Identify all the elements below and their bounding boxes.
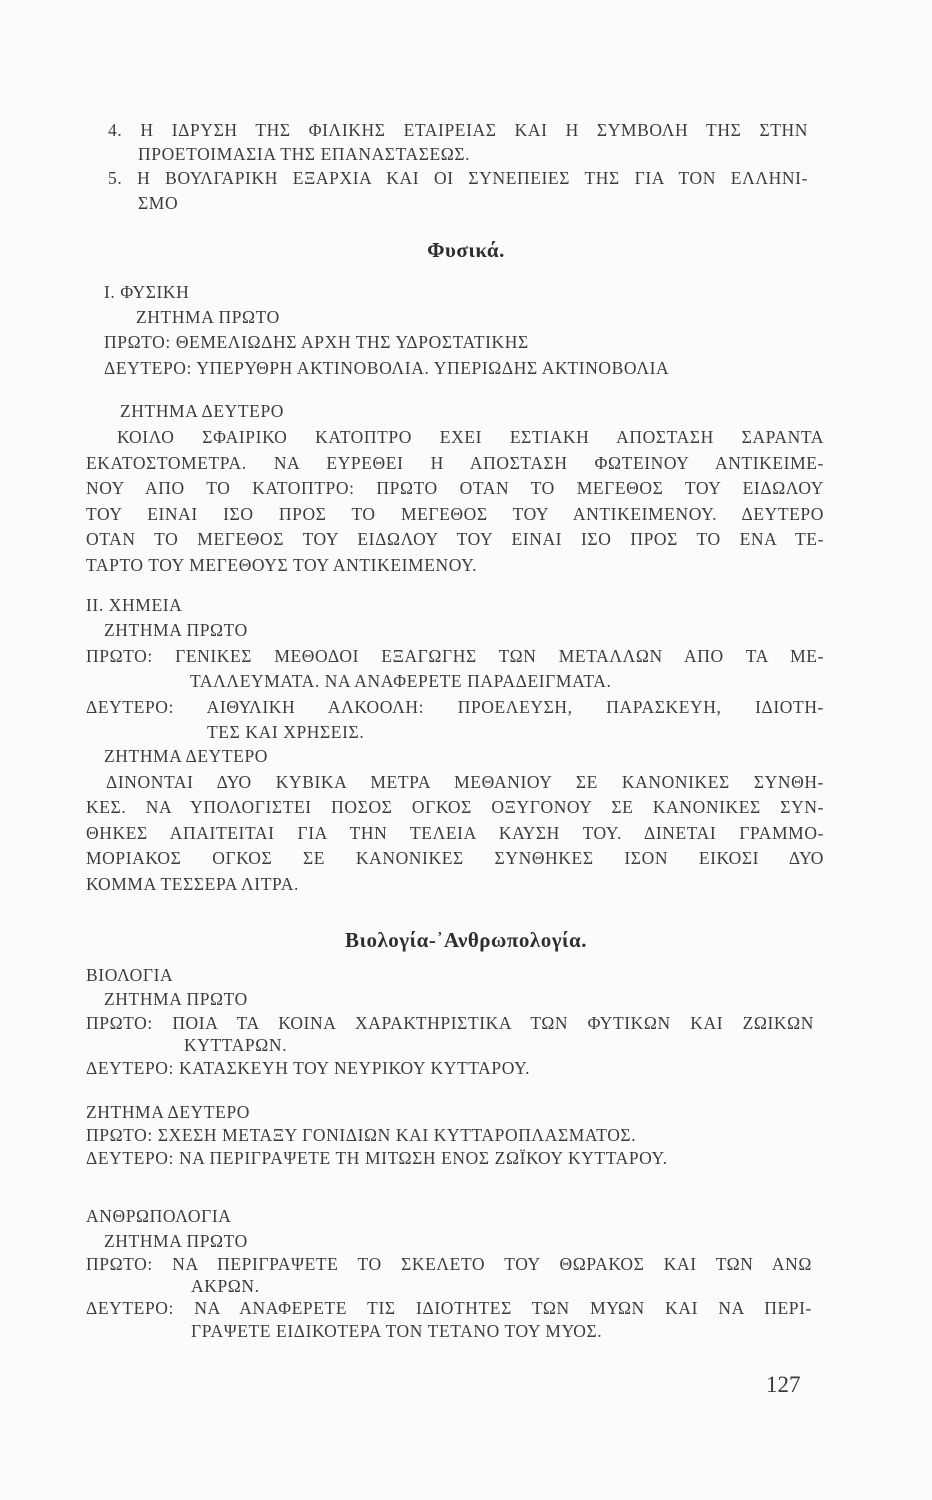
biology-q2-second: ΔΕΥΤΕΡΟ: ΝΑ ΠΕΡΙΓΡΑΨΕΤΕ ΤΗ ΜΙΤΩΣΗ ΕΝΟΣ ΖΩΪΚΟΥ ΚΥΤΤΑΡΟΥ.: [86, 1148, 668, 1168]
chemistry-q1-second-line-1: ΔΕΥΤΕΡΟ: ΑΙΘΥΛΙΚΗ ΑΛΚΟΟΛΗ: ΠΡΟΕΛΕΥΣΗ, ΠΑΡΑΣΚΕΥΗ, ΙΔΙΟΤΗ-: [86, 697, 824, 717]
physics-q2-line-6: ΤΑΡΤΟ ΤΟΥ ΜΕΓΕΘΟΥΣ ΤΟΥ ΑΝΤΙΚΕΙΜΕΝΟΥ.: [86, 555, 478, 575]
anthropology-q1-first-line-1: ΠΡΩΤΟ: ΝΑ ΠΕΡΙΓΡΑΨΕΤΕ ΤΟ ΣΚΕΛΕΤΟ ΤΟΥ ΘΩΡΑΚΟΣ ΚΑΙ ΤΩΝ ΑΝΩ: [86, 1254, 812, 1274]
history-item-5-line-2: ΣΜΟ: [138, 193, 179, 213]
chemistry-q1-label: ΖΗΤΗΜΑ ΠΡΩΤΟ: [104, 620, 248, 640]
chemistry-q2-label: ΖΗΤΗΜΑ ΔΕΥΤΕΡΟ: [104, 746, 269, 766]
physics-section-title: Ι. ΦΥΣΙΚΗ: [104, 282, 190, 302]
biology-q1-label: ΖΗΤΗΜΑ ΠΡΩΤΟ: [104, 989, 248, 1009]
chemistry-section-title: ΙΙ. ΧΗΜΕΙΑ: [86, 595, 183, 615]
anthropology-section-title: ΑΝΘΡΩΠΟΛΟΓΙΑ: [86, 1206, 232, 1226]
page-number: 127: [766, 1372, 801, 1397]
history-item-5-line-1: 5. Η ΒΟΥΛΓΑΡΙΚΗ ΕΞΑΡΧΙΑ ΚΑΙ ΟΙ ΣΥΝΕΠΕΙΕΣ ΤΗΣ ΓΙΑ ΤΟΝ ΕΛΛΗΝΙ-: [108, 168, 808, 188]
history-item-4-line-1: 4. Η ΙΔΡΥΣΗ ΤΗΣ ΦΙΛΙΚΗΣ ΕΤΑΙΡΕΙΑΣ ΚΑΙ Η ΣΥΜΒΟΛΗ ΤΗΣ ΣΤΗΝ: [108, 120, 808, 140]
biology-anthropology-heading: Βιολογία-᾿Ανθρωπολογία.: [344, 928, 588, 952]
biology-q1-first-line-1: ΠΡΩΤΟ: ΠΟΙΑ ΤΑ ΚΟΙΝΑ ΧΑΡΑΚΤΗΡΙΣΤΙΚΑ ΤΩΝ ΦΥΤΙΚΩΝ ΚΑΙ ΖΩΙΚΩΝ: [86, 1013, 814, 1033]
physics-q2-line-2: ΕΚΑΤΟΣΤΟΜΕΤΡΑ. ΝΑ ΕΥΡΕΘΕΙ Η ΑΠΟΣΤΑΣΗ ΦΩΤΕΙΝΟΥ ΑΝΤΙΚΕΙΜΕ-: [86, 453, 824, 473]
physics-heading: Φυσικά.: [427, 238, 505, 262]
chemistry-q1-second-line-2: ΤΕΣ ΚΑΙ ΧΡΗΣΕΙΣ.: [207, 722, 365, 742]
physics-q2-line-5: ΟΤΑΝ ΤΟ ΜΕΓΕΘΟΣ ΤΟΥ ΕΙΔΩΛΟΥ ΤΟΥ ΕΙΝΑΙ ΙΣΟ ΠΡΟΣ ΤΟ ΕΝΑ ΤΕ-: [86, 529, 824, 549]
anthropology-q1-second-line-2: ΓΡΑΨΕΤΕ ΕΙΔΙΚΟΤΕΡΑ ΤΟΝ ΤΕΤΑΝΟ ΤΟΥ ΜΥΟΣ.: [191, 1321, 603, 1341]
biology-q1-first-line-2: ΚΥΤΤΑΡΩΝ.: [184, 1035, 288, 1055]
physics-q2-line-1: ΚΟΙΛΟ ΣΦΑΙΡΙΚΟ ΚΑΤΟΠΤΡΟ ΕΧΕΙ ΕΣΤΙΑΚΗ ΑΠΟΣΤΑΣΗ ΣΑΡΑΝΤΑ: [117, 427, 824, 447]
biology-q1-second: ΔΕΥΤΕΡΟ: ΚΑΤΑΣΚΕΥΗ ΤΟΥ ΝΕΥΡΙΚΟΥ ΚΥΤΤΑΡΟΥ.: [86, 1058, 531, 1078]
chemistry-q2-line-4: ΜΟΡΙΑΚΟΣ ΟΓΚΟΣ ΣΕ ΚΑΝΟΝΙΚΕΣ ΣΥΝΘΗΚΕΣ ΙΣΟΝ ΕΙΚΟΣΙ ΔΥΟ: [86, 848, 824, 868]
chemistry-q2-line-2: ΚΕΣ. ΝΑ ΥΠΟΛΟΓΙΣΤΕΙ ΠΟΣΟΣ ΟΓΚΟΣ ΟΞΥΓΟΝΟΥ ΣΕ ΚΑΝΟΝΙΚΕΣ ΣΥΝ-: [86, 797, 824, 817]
physics-q1-second: ΔΕΥΤΕΡΟ: ΥΠΕΡΥΘΡΗ ΑΚΤΙΝΟΒΟΛΙΑ. ΥΠΕΡΙΩΔΗΣ ΑΚΤΙΝΟΒΟΛΙΑ: [104, 358, 670, 378]
physics-q2-line-3: ΝΟΥ ΑΠΟ ΤΟ ΚΑΤΟΠΤΡΟ: ΠΡΩΤΟ ΟΤΑΝ ΤΟ ΜΕΓΕΘΟΣ ΤΟΥ ΕΙΔΩΛΟΥ: [86, 478, 824, 498]
chemistry-q1-first-line-2: ΤΑΛΛΕΥΜΑΤΑ. ΝΑ ΑΝΑΦΕΡΕΤΕ ΠΑΡΑΔΕΙΓΜΑΤΑ.: [190, 671, 612, 691]
chemistry-q2-line-5: ΚΟΜΜΑ ΤΕΣΣΕΡΑ ΛΙΤΡΑ.: [86, 874, 299, 894]
chemistry-q2-line-1: ΔΙΝΟΝΤΑΙ ΔΥΟ ΚΥΒΙΚΑ ΜΕΤΡΑ ΜΕΘΑΝΙΟΥ ΣΕ ΚΑΝΟΝΙΚΕΣ ΣΥΝΘΗ-: [106, 772, 824, 792]
physics-q2-line-4: ΤΟΥ ΕΙΝΑΙ ΙΣΟ ΠΡΟΣ ΤΟ ΜΕΓΕΘΟΣ ΤΟΥ ΑΝΤΙΚΕΙΜΕΝΟΥ. ΔΕΥΤΕΡΟ: [86, 504, 824, 524]
chemistry-q2-line-3: ΘΗΚΕΣ ΑΠΑΙΤΕΙΤΑΙ ΓΙΑ ΤΗΝ ΤΕΛΕΙΑ ΚΑΥΣΗ ΤΟΥ. ΔΙΝΕΤΑΙ ΓΡΑΜΜΟ-: [86, 823, 824, 843]
physics-q1-label: ΖΗΤΗΜΑ ΠΡΩΤΟ: [136, 307, 280, 327]
biology-section-title: ΒΙΟΛΟΓΙΑ: [86, 965, 174, 985]
physics-q1-first: ΠΡΩΤΟ: ΘΕΜΕΛΙΩΔΗΣ ΑΡΧΗ ΤΗΣ ΥΔΡΟΣΤΑΤΙΚΗΣ: [104, 332, 529, 352]
anthropology-q1-label: ΖΗΤΗΜΑ ΠΡΩΤΟ: [104, 1231, 248, 1251]
physics-q2-label: ΖΗΤΗΜΑ ΔΕΥΤΕΡΟ: [120, 401, 285, 421]
anthropology-q1-second-line-1: ΔΕΥΤΕΡΟ: ΝΑ ΑΝΑΦΕΡΕΤΕ ΤΙΣ ΙΔΙΟΤΗΤΕΣ ΤΩΝ ΜΥΩΝ ΚΑΙ ΝΑ ΠΕΡΙ-: [86, 1298, 812, 1318]
biology-q2-label: ΖΗΤΗΜΑ ΔΕΥΤΕΡΟ: [86, 1102, 251, 1122]
anthropology-q1-first-line-2: ΑΚΡΩΝ.: [191, 1276, 260, 1296]
biology-q2-first: ΠΡΩΤΟ: ΣΧΕΣΗ ΜΕΤΑΞΥ ΓΟΝΙΔΙΩΝ ΚΑΙ ΚΥΤΤΑΡΟΠΛΑΣΜΑΤΟΣ.: [86, 1125, 637, 1145]
chemistry-q1-first-line-1: ΠΡΩΤΟ: ΓΕΝΙΚΕΣ ΜΕΘΟΔΟΙ ΕΞΑΓΩΓΗΣ ΤΩΝ ΜΕΤΑΛΛΩΝ ΑΠΟ ΤΑ ΜΕ-: [86, 646, 824, 666]
history-item-4-line-2: ΠΡΟΕΤΟΙΜΑΣΙΑ ΤΗΣ ΕΠΑΝΑΣΤΑΣΕΩΣ.: [138, 144, 471, 164]
